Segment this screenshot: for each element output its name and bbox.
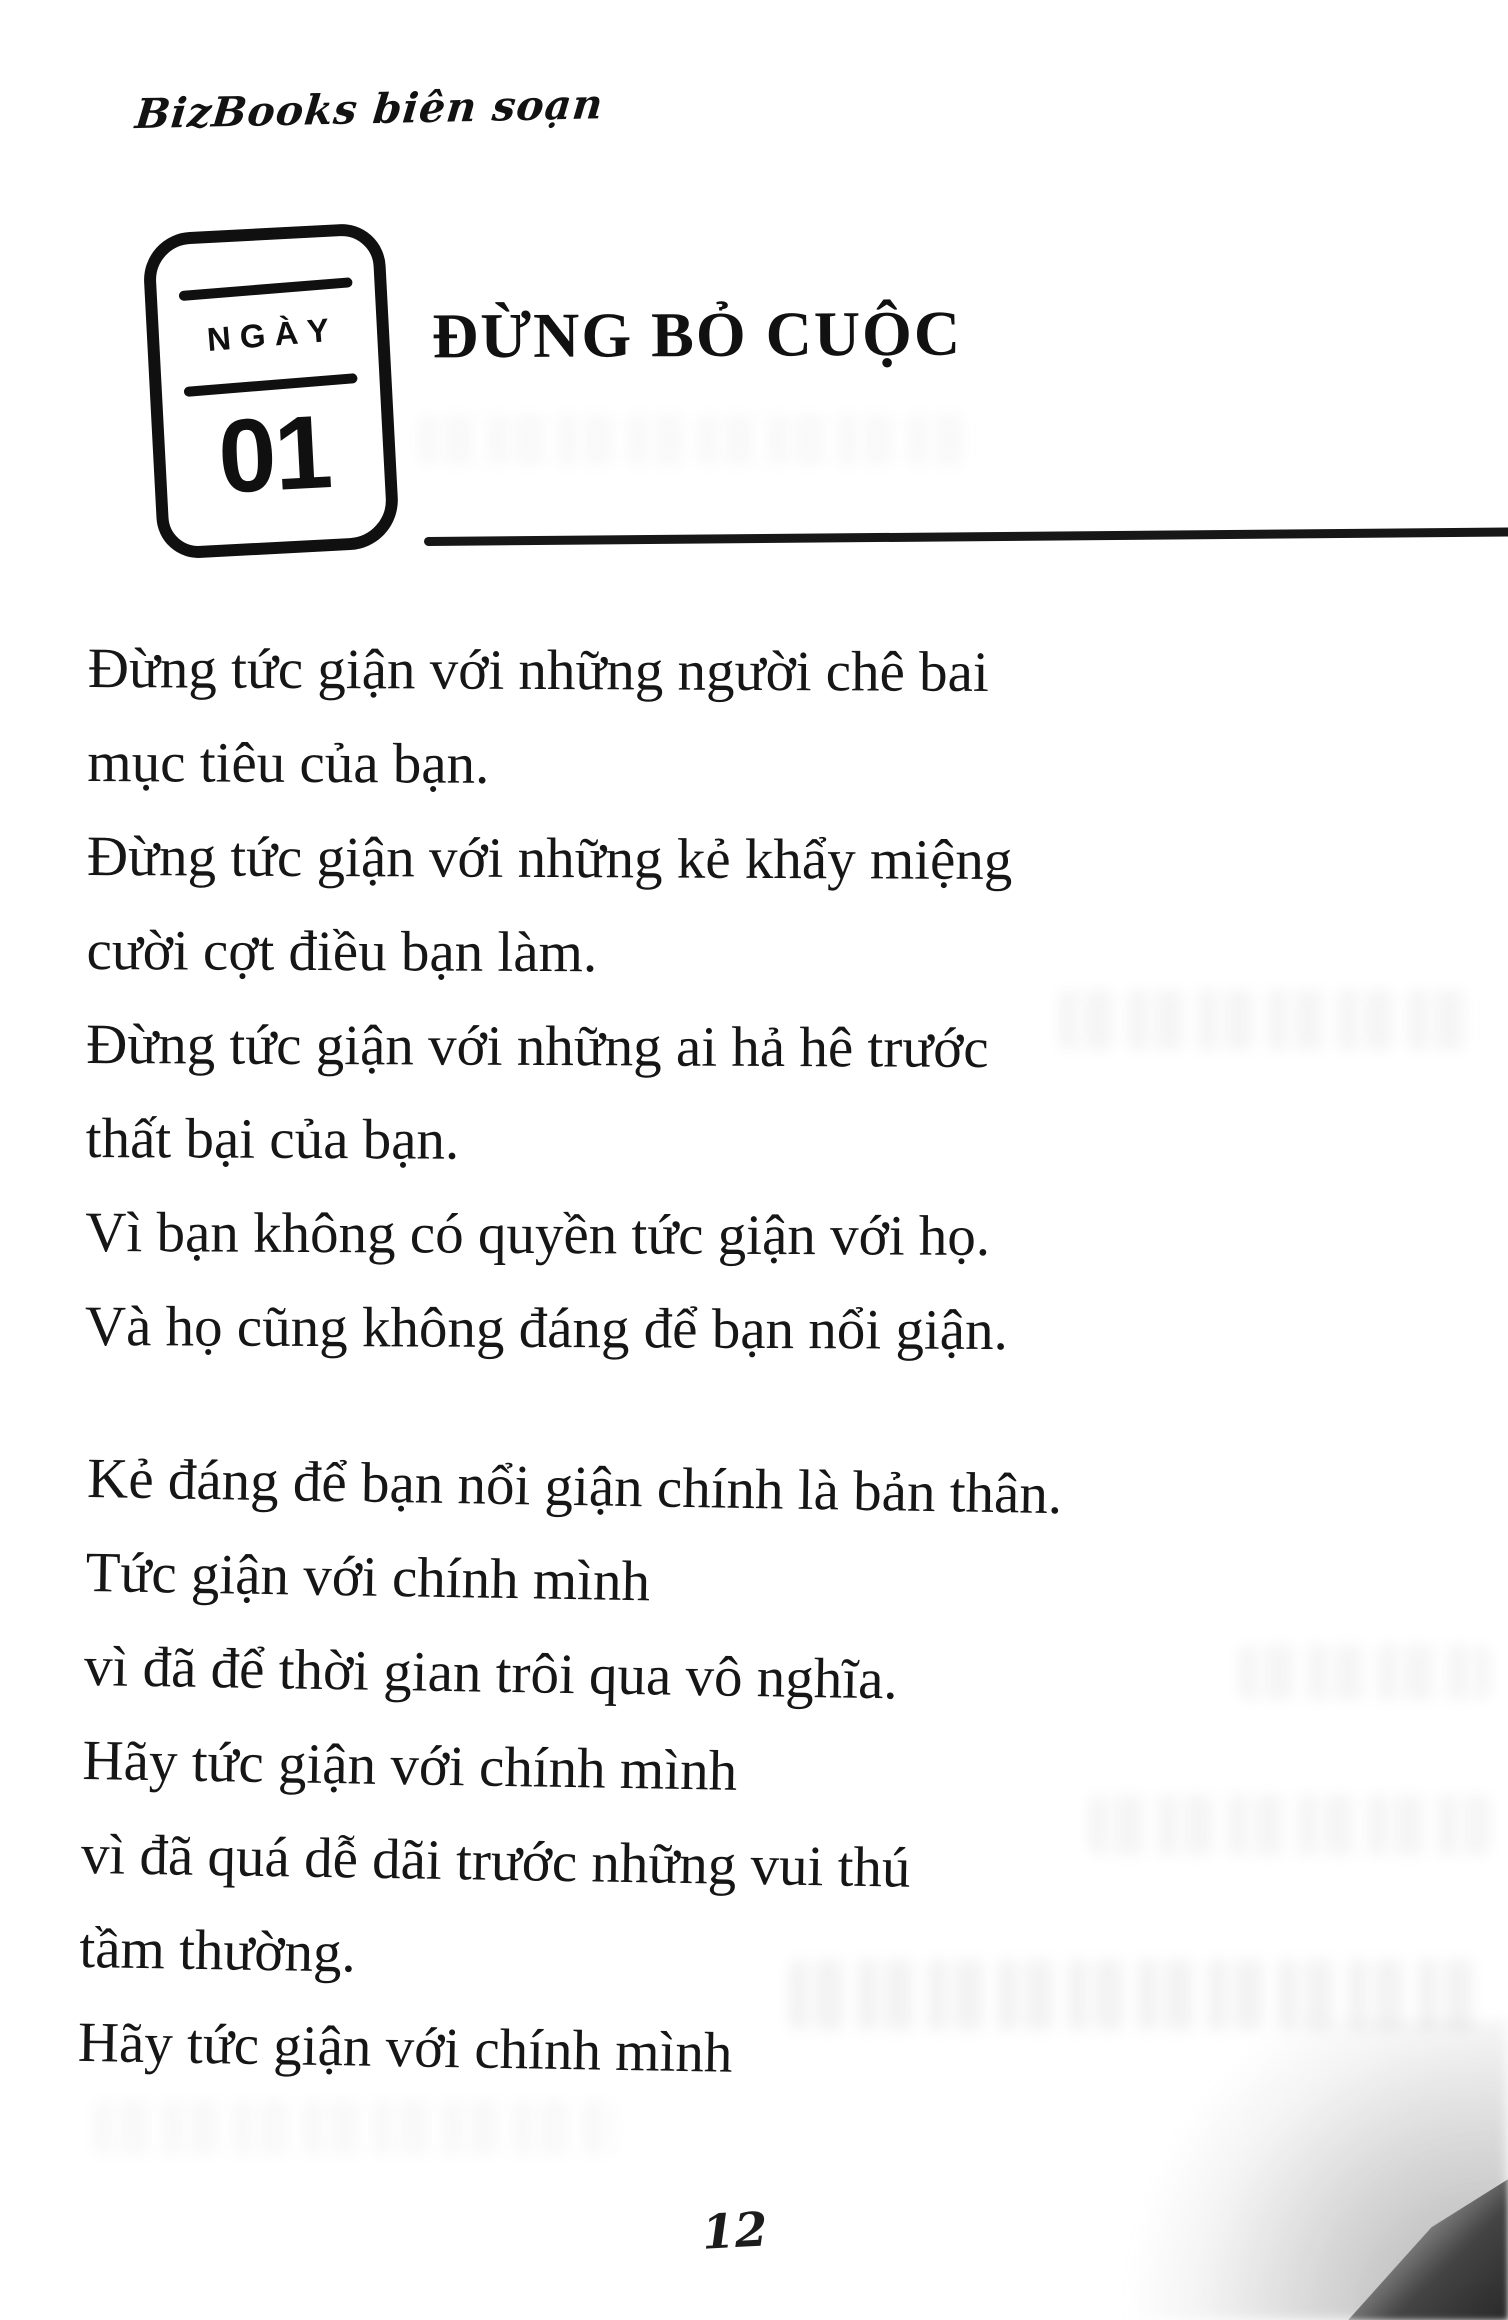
bleedthrough-smudge [1090, 1795, 1490, 1855]
bleedthrough-smudge [420, 415, 980, 465]
publisher-logo: BizBooks biên soạn [133, 80, 606, 139]
corner-scan-shadow [1128, 2020, 1508, 2320]
body-line: Và họ cũng không đáng để bạn nổi giận. [84, 1294, 1008, 1363]
body-line: Vì bạn không có quyền tức giận với họ. [85, 1200, 991, 1268]
title-underline-rule [424, 527, 1508, 546]
body-line: Đừng tức giận với những kẻ khẩy miệng [86, 824, 1013, 893]
calendar-top-bar [179, 277, 353, 301]
body-line: Đừng tức giận với những người chê bai [87, 636, 989, 704]
bleedthrough-smudge [1060, 990, 1480, 1050]
body-paragraph-1 [85, 622, 1014, 1378]
body-line: Tức giận với chính mình [85, 1540, 651, 1614]
bleedthrough-smudge [1240, 1645, 1490, 1700]
page-number: 12 [700, 2202, 769, 2261]
body-line: vì đã quá dễ dãi trước những vui thú [80, 1822, 911, 1900]
corner-scan-shadow-dark [1338, 2160, 1508, 2320]
body-line: Kẻ đáng để bạn nổi giận chính là bản thân. [86, 1446, 1063, 1527]
body-line: Hãy tức giận với chính mình [82, 1728, 738, 1803]
calendar-day-label: NGÀY [205, 310, 340, 358]
calendar-day-number: 01 [215, 394, 334, 516]
chapter-title: ĐỪNG BỎ CUỘC [431, 297, 963, 372]
body-line: Hãy tức giận với chính mình [77, 2010, 733, 2085]
body-line: tầm thường. [78, 1916, 357, 1985]
calendar-day-badge-icon [142, 222, 401, 560]
bleedthrough-smudge [95, 2100, 615, 2155]
body-line: thất bại của bạn. [85, 1106, 460, 1172]
body-line: vì đã để thời gian trôi qua vô nghĩa. [83, 1634, 899, 1712]
body-line: mục tiêu của bạn. [87, 730, 490, 796]
body-line: Đừng tức giận với những ai hả hê trước [86, 1012, 989, 1080]
body-paragraph-2 [77, 1432, 1063, 2106]
body-line: cười cợt điều bạn làm. [86, 918, 598, 985]
